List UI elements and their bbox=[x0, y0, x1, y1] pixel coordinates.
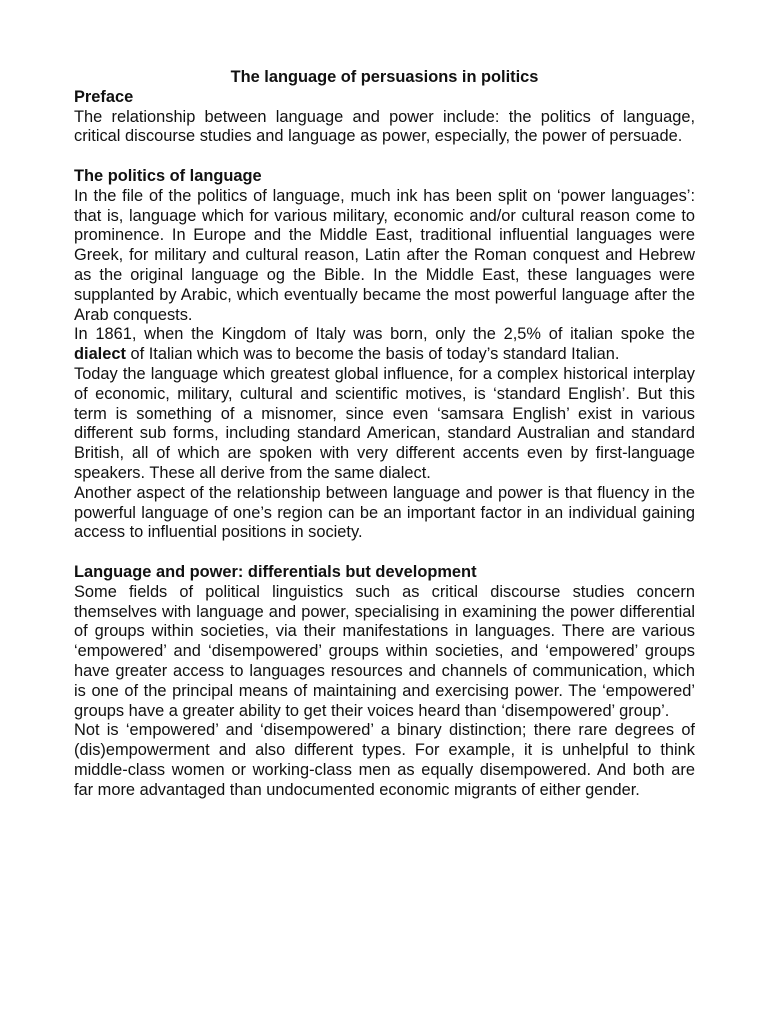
paragraph: Another aspect of the relationship between language and power is that fluency in the powerful language of one’s region can be an important factor in an individual gaining access to influential positions in society. bbox=[74, 483, 695, 542]
document-title: The language of persuasions in politics bbox=[230, 68, 539, 86]
emphasized-term: dialect bbox=[74, 345, 126, 364]
section-heading-preface: Preface bbox=[74, 87, 134, 106]
paragraph-text: of Italian which was to become the basis of today’s standard Italian. bbox=[125, 345, 620, 364]
paragraph: Today the language which greatest global influence, for a complex historical interplay of economic, military, cultural and scientific motives, is ‘standard English’. But this term is something of a misnomer, since even ‘samsara English’ exist in various different sub forms, including standard American, standard Australian and standard British, all of which are spoken with very different accents even by first-language speakers. These all derive from the same dialect. bbox=[74, 364, 695, 482]
paragraph: Some fields of political linguistics such as critical discourse studies concern themselves with language and power, specialising in examining the power differential of groups within societies, via their manifestations in languages. There are various ‘empowered’ and ‘disempowered’ groups within societies, and ‘empowered’ groups have greater access to languages resources and channels of communication, which is one of the principal means of maintaining and exercising power. The ‘empowered’ groups have a greater ability to get their voices heard than ‘disempowered’ group’. bbox=[74, 582, 695, 720]
paragraph: In the file of the politics of language, much ink has been split on ‘power languages’: that is, language which for various military, economic and/or cultural reason come to prominence. In Europe and the Middle East, traditional influential languages were Greek, for military and cultural reason, Latin after the Roman conquest and Hebrew as the original language og the Bible. In the Middle East, these languages were supplanted by Arabic, which eventually became the most powerful language after the Arab conquests. bbox=[74, 186, 695, 324]
paragraph: Not is ‘empowered’ and ‘disempowered’ a binary distinction; there rare degrees of (dis)empowerment and also different types. For example, it is unhelpful to think middle-class women or working-class men as equally disempowered. And both are far more advantaged than undocumented economic migrants of either gender. bbox=[74, 721, 695, 799]
section-heading-politics-of-language: The politics of language bbox=[74, 166, 262, 185]
paragraph-text: In 1861, when the Kingdom of Italy was born, only the 2,5% of italian spoke the bbox=[74, 325, 695, 344]
section-heading-language-and-power: Language and power: differentials but development bbox=[74, 562, 477, 581]
document-page bbox=[74, 68, 695, 800]
paragraph: The relationship between language and power include: the politics of language, critical discourse studies and language as power, especially, the power of persuade. bbox=[74, 107, 695, 146]
section-spacer bbox=[74, 543, 695, 563]
section-spacer bbox=[74, 147, 695, 167]
paragraph bbox=[74, 325, 695, 365]
